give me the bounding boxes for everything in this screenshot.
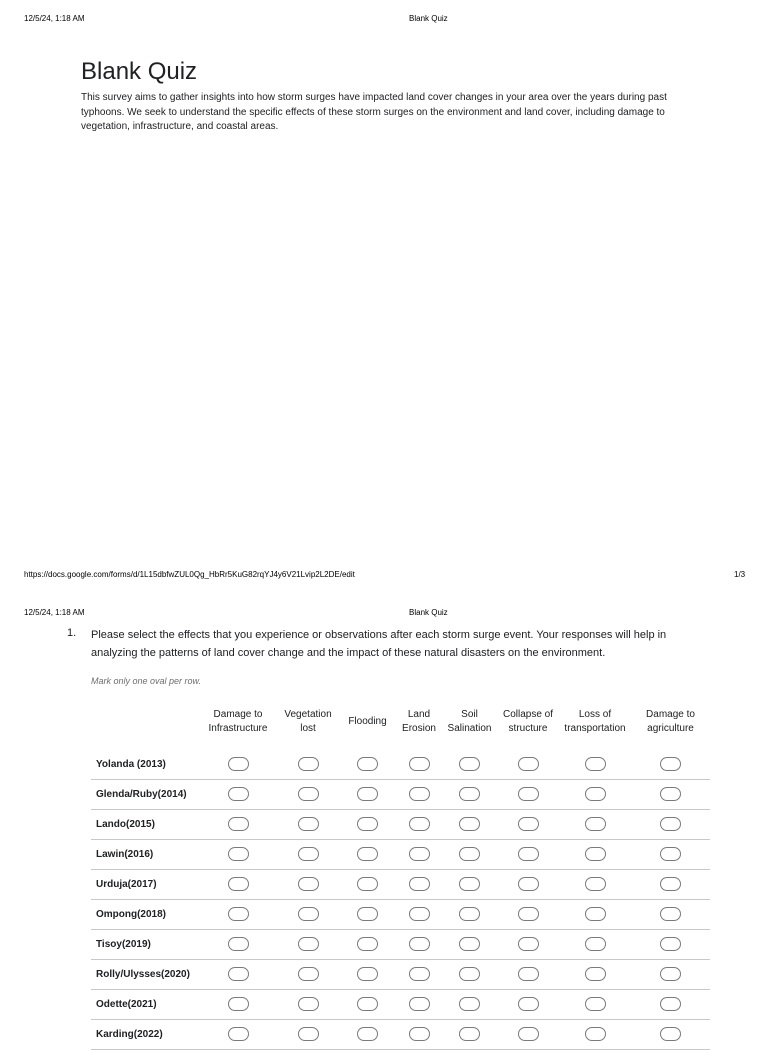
grid-cell	[631, 810, 710, 840]
grid-cell	[442, 810, 497, 840]
grid-cell	[497, 780, 559, 810]
radio-oval[interactable]	[518, 787, 539, 801]
grid-cell	[631, 840, 710, 870]
grid-cell	[442, 900, 497, 930]
form-description: This survey aims to gather insights into how storm surges have impacted land cover changes in your area over the years during past typhoons. We seek to understand the specific effects of these storm surges on the environment and land cover, including damage to vegetation, infrastructure, and coastal areas.	[81, 92, 667, 132]
radio-oval[interactable]	[298, 817, 319, 831]
grid-cell	[631, 930, 710, 960]
grid-row-label: Lawin(2016)	[91, 840, 199, 870]
radio-oval[interactable]	[660, 937, 681, 951]
grid-cell	[396, 840, 442, 870]
grid-cell	[497, 840, 559, 870]
radio-oval[interactable]	[357, 847, 378, 861]
grid-row	[91, 930, 710, 960]
grid-cell	[199, 900, 277, 930]
page2-header-date: 12/5/24, 1:18 AM	[24, 608, 85, 617]
radio-oval[interactable]	[660, 997, 681, 1011]
radio-oval[interactable]	[357, 967, 378, 981]
radio-oval[interactable]	[357, 1027, 378, 1041]
grid-cell	[631, 870, 710, 900]
radio-oval[interactable]	[518, 1027, 539, 1041]
radio-oval[interactable]	[228, 967, 249, 981]
grid-row-label: Urduja(2017)	[91, 870, 199, 900]
radio-oval[interactable]	[357, 757, 378, 771]
radio-oval[interactable]	[409, 907, 430, 921]
grid-cell	[559, 780, 631, 810]
grid-cell	[497, 1020, 559, 1050]
radio-oval[interactable]	[459, 817, 480, 831]
radio-oval[interactable]	[228, 1027, 249, 1041]
grid-cell	[631, 990, 710, 1020]
grid-cell	[199, 960, 277, 990]
radio-oval[interactable]	[518, 907, 539, 921]
grid-cell	[497, 990, 559, 1020]
grid-cell	[199, 930, 277, 960]
grid-cell	[396, 900, 442, 930]
radio-oval[interactable]	[518, 877, 539, 891]
radio-oval[interactable]	[357, 907, 378, 921]
grid-cell	[631, 750, 710, 780]
form-title: Blank Quiz	[81, 58, 198, 85]
grid-cell	[396, 810, 442, 840]
radio-oval[interactable]	[585, 757, 606, 771]
grid-cell	[199, 810, 277, 840]
grid-cell	[277, 930, 339, 960]
radio-oval[interactable]	[518, 757, 539, 771]
radio-oval[interactable]	[357, 997, 378, 1011]
grid-cell	[277, 900, 339, 930]
grid-row	[91, 990, 710, 1020]
radio-oval[interactable]	[298, 907, 319, 921]
grid-cell	[442, 750, 497, 780]
grid-body	[91, 750, 710, 1050]
grid-row-label: Lando(2015)	[91, 810, 199, 840]
grid-cell	[497, 750, 559, 780]
radio-oval[interactable]	[228, 817, 249, 831]
radio-oval[interactable]	[585, 967, 606, 981]
radio-oval[interactable]	[518, 817, 539, 831]
grid-cell	[277, 780, 339, 810]
grid-column-header: Loss of transportation	[564, 708, 626, 734]
grid-cell	[339, 840, 396, 870]
grid-cell	[339, 930, 396, 960]
radio-oval[interactable]	[518, 997, 539, 1011]
radio-oval[interactable]	[459, 1027, 480, 1041]
grid-column-header: Damage to Infrastructure	[208, 708, 268, 734]
radio-oval[interactable]	[660, 1027, 681, 1041]
radio-oval[interactable]	[409, 1027, 430, 1041]
grid-cell	[559, 1020, 631, 1050]
radio-oval[interactable]	[409, 817, 430, 831]
radio-oval[interactable]	[409, 847, 430, 861]
radio-oval[interactable]	[409, 757, 430, 771]
radio-oval[interactable]	[459, 937, 480, 951]
radio-oval[interactable]	[585, 937, 606, 951]
radio-oval[interactable]	[585, 1027, 606, 1041]
grid-column-header: Soil Salination	[447, 708, 492, 734]
radio-oval[interactable]	[409, 967, 430, 981]
page1-footer-url[interactable]: https://docs.google.com/forms/d/1L15dbfwZUL0Qg_HbRr5KuG82rqYJ4y6V21Lvip2L2DE/edit	[24, 570, 355, 579]
question-number: 1.	[67, 627, 77, 639]
grid-row	[91, 780, 710, 810]
grid-cell	[339, 780, 396, 810]
grid-row-label: Glenda/Ruby(2014)	[91, 780, 199, 810]
grid-cell	[442, 930, 497, 960]
radio-oval[interactable]	[298, 787, 319, 801]
radio-oval[interactable]	[298, 997, 319, 1011]
grid-cell	[396, 780, 442, 810]
grid-cell	[631, 1020, 710, 1050]
radio-oval[interactable]	[585, 787, 606, 801]
choice-grid	[91, 694, 710, 1050]
grid-column-header: Vegetation lost	[284, 708, 332, 734]
radio-oval[interactable]	[228, 757, 249, 771]
radio-oval[interactable]	[660, 907, 681, 921]
grid-cell	[277, 960, 339, 990]
grid-cell	[277, 840, 339, 870]
radio-oval[interactable]	[228, 787, 249, 801]
radio-oval[interactable]	[357, 877, 378, 891]
grid-row	[91, 840, 710, 870]
grid-cell	[442, 780, 497, 810]
grid-row-label: Karding(2022)	[91, 1020, 199, 1050]
grid-cell	[559, 930, 631, 960]
grid-row-label: Ompong(2018)	[91, 900, 199, 930]
grid-row	[91, 900, 710, 930]
radio-oval[interactable]	[660, 757, 681, 771]
grid-row	[91, 960, 710, 990]
grid-cell	[442, 990, 497, 1020]
radio-oval[interactable]	[459, 787, 480, 801]
radio-oval[interactable]	[518, 937, 539, 951]
grid-cell	[396, 990, 442, 1020]
radio-oval[interactable]	[660, 817, 681, 831]
question-hint: Mark only one oval per row.	[91, 676, 202, 686]
grid-cell	[442, 1020, 497, 1050]
grid-cell	[277, 870, 339, 900]
grid-cell	[396, 1020, 442, 1050]
grid-cell	[396, 870, 442, 900]
radio-oval[interactable]	[459, 967, 480, 981]
grid-cell	[199, 780, 277, 810]
grid-cell	[631, 960, 710, 990]
grid-cell	[631, 780, 710, 810]
grid-row	[91, 1020, 710, 1050]
radio-oval[interactable]	[228, 997, 249, 1011]
radio-oval[interactable]	[518, 847, 539, 861]
radio-oval[interactable]	[357, 937, 378, 951]
grid-cell	[396, 960, 442, 990]
radio-oval[interactable]	[298, 847, 319, 861]
page1-footer-page-number: 1/3	[734, 570, 746, 579]
grid-cell	[559, 750, 631, 780]
grid-cell	[199, 990, 277, 1020]
radio-oval[interactable]	[585, 817, 606, 831]
grid-cell	[339, 870, 396, 900]
grid-cell	[497, 900, 559, 930]
grid-row	[91, 870, 710, 900]
grid-cell	[339, 810, 396, 840]
radio-oval[interactable]	[660, 787, 681, 801]
grid-cell	[559, 810, 631, 840]
grid-cell	[631, 900, 710, 930]
radio-oval[interactable]	[357, 787, 378, 801]
grid-cell	[199, 1020, 277, 1050]
grid-column-header: Damage to agriculture	[646, 708, 695, 734]
radio-oval[interactable]	[298, 937, 319, 951]
grid-cell	[559, 870, 631, 900]
grid-column-header: Flooding	[348, 715, 387, 727]
radio-oval[interactable]	[228, 847, 249, 861]
grid-cell	[442, 840, 497, 870]
grid-cell	[559, 990, 631, 1020]
grid-cell	[277, 750, 339, 780]
grid-row-label: Rolly/Ulysses(2020)	[91, 960, 199, 990]
radio-oval[interactable]	[228, 937, 249, 951]
grid-column-header: Land Erosion	[402, 708, 436, 734]
radio-oval[interactable]	[585, 997, 606, 1011]
grid-cell	[339, 750, 396, 780]
grid-row-label: Odette(2021)	[91, 990, 199, 1020]
grid-cell	[442, 870, 497, 900]
grid-row-label: Tisoy(2019)	[91, 930, 199, 960]
radio-oval[interactable]	[409, 787, 430, 801]
radio-oval[interactable]	[459, 847, 480, 861]
radio-oval[interactable]	[409, 937, 430, 951]
grid-cell	[199, 870, 277, 900]
grid-cell	[199, 840, 277, 870]
grid-cell	[277, 990, 339, 1020]
radio-oval[interactable]	[298, 1027, 319, 1041]
radio-oval[interactable]	[459, 877, 480, 891]
radio-oval[interactable]	[228, 877, 249, 891]
radio-oval[interactable]	[228, 907, 249, 921]
grid-row-label: Yolanda (2013)	[91, 750, 199, 780]
radio-oval[interactable]	[409, 997, 430, 1011]
grid-cell	[339, 1020, 396, 1050]
question-text: Please select the effects that you experience or observations after each storm surge event. Your responses will help in analyzing the patterns of land cover change and the impact of these natural disasters on the environment.	[91, 629, 667, 659]
radio-oval[interactable]	[459, 997, 480, 1011]
page1-header-title: Blank Quiz	[409, 14, 448, 23]
grid-cell	[396, 930, 442, 960]
grid-cell	[339, 990, 396, 1020]
grid-cell	[277, 1020, 339, 1050]
page2-header-title: Blank Quiz	[409, 608, 448, 617]
grid-corner-cell	[91, 694, 199, 750]
grid-column-header: Collapse of structure	[502, 708, 554, 734]
radio-oval[interactable]	[298, 877, 319, 891]
grid-cell	[497, 930, 559, 960]
radio-oval[interactable]	[409, 877, 430, 891]
grid-cell	[497, 870, 559, 900]
radio-oval[interactable]	[518, 967, 539, 981]
radio-oval[interactable]	[357, 817, 378, 831]
radio-oval[interactable]	[298, 967, 319, 981]
grid-cell	[396, 750, 442, 780]
grid-cell	[497, 960, 559, 990]
radio-oval[interactable]	[660, 877, 681, 891]
grid-header-row	[91, 694, 710, 750]
radio-oval[interactable]	[585, 847, 606, 861]
grid-cell	[559, 900, 631, 930]
radio-oval[interactable]	[585, 907, 606, 921]
grid-row	[91, 750, 710, 780]
grid-cell	[339, 900, 396, 930]
radio-oval[interactable]	[660, 967, 681, 981]
page1-header-date: 12/5/24, 1:18 AM	[24, 14, 85, 23]
grid-cell	[339, 960, 396, 990]
grid-cell	[559, 840, 631, 870]
radio-oval[interactable]	[459, 907, 480, 921]
grid-cell	[559, 960, 631, 990]
radio-oval[interactable]	[298, 757, 319, 771]
grid-row	[91, 810, 710, 840]
grid-cell	[199, 750, 277, 780]
grid-cell	[497, 810, 559, 840]
grid-cell	[442, 960, 497, 990]
radio-oval[interactable]	[660, 847, 681, 861]
grid-cell	[277, 810, 339, 840]
radio-oval[interactable]	[459, 757, 480, 771]
radio-oval[interactable]	[585, 877, 606, 891]
